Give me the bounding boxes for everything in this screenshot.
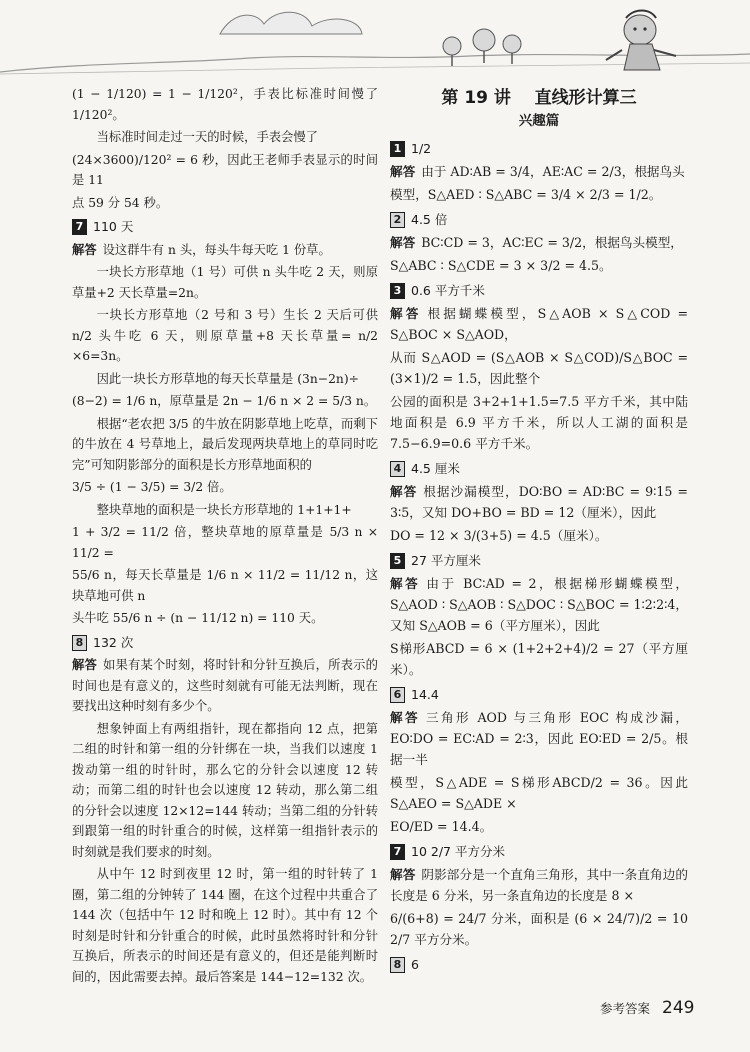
solution-label: 解答 [390, 576, 421, 591]
page-footer [600, 998, 710, 1018]
math-line [390, 908, 688, 950]
text-content: 55/6 n，每天长草量是 1/6 n × 11/2 = 11/12 n，这块草地可供 n [72, 568, 378, 603]
solution-paragraph [390, 573, 688, 636]
text-content: 公园的面积是 3+2+1+1.5=7.5 平方千米，其中陆地面积是 6.9 平方千米，所以人工湖的面积是 7.5−6.9=0.6 平方千米。 [390, 394, 688, 451]
header-illustration [0, 0, 750, 78]
text-content: 根据“老农把 3/5 的牛放在阴影草地上吃草，而剩下的牛放在 4 号草地上，最后发现两块草地上的草同时吃完”可知阴影部分的面积是长方形草地面积的 [72, 416, 378, 472]
right-answers [390, 138, 688, 975]
section-subtitle: 兴趣篇 [518, 113, 560, 129]
problem-number-badge: 5 [390, 553, 405, 569]
lecture-title [390, 86, 688, 110]
right-column [390, 84, 688, 977]
left-column [72, 84, 378, 989]
solution-paragraph [390, 303, 688, 345]
text-content: 从而 S△AOD = (S△AOB × S△COD)/S△BOC = (3×1)/2 = 1.5，因此整个 [390, 350, 688, 386]
problem-number-badge: 1 [390, 141, 405, 157]
answer-value: 0.6 平方千米 [411, 283, 485, 298]
answer-heading [390, 209, 688, 230]
answer-value: 10 2/7 平方分米 [411, 844, 505, 859]
text-content: EO/ED = 14.4。 [390, 819, 493, 834]
tree-icon [443, 29, 521, 66]
solution-paragraph [72, 127, 378, 148]
answer-heading [72, 633, 378, 654]
answer-heading [390, 138, 688, 159]
text-content: 想象钟面上有两组指针，现在都指向 12 点，把第二组的时针和第一组的分针绑在一块，当我们以速度 1 拨动第一组的时针时，那么它的分针会以速度 12 转动；而第二组的时针也会以速度 12 转动，那么第二组的分针会以速度 12×12=144 转动；当第二组的分针转到跟第一组的时针重合的时候，这样第一组指针表示的时刻就是我们要求的时刻。 [72, 721, 378, 859]
text-content: 设这群牛有 n 头，每头牛每天吃 1 份草。 [102, 242, 331, 257]
solution-paragraph [72, 414, 378, 476]
text-content: BC∶CD = 3，AC∶EC = 3/2，根据鸟头模型， [421, 235, 683, 250]
solution-paragraph [72, 240, 378, 261]
text-content: (24×3600)/120² = 6 秒，因此王老师手表显示的时间是 11 [72, 152, 378, 187]
lecture-topic: 直线形计算三 [534, 88, 637, 108]
solution-paragraph [390, 232, 688, 253]
solution-label: 解答 [390, 235, 416, 250]
solution-label: 解答 [390, 484, 418, 499]
math-line [72, 565, 378, 606]
solution-paragraph [72, 369, 378, 390]
answer-value: 27 平方厘米 [411, 553, 481, 568]
text-content: 整块草地的面积是一块长方形草地的 1+1+1+ [96, 502, 352, 517]
math-line [390, 255, 688, 276]
answer-value: 4.5 厘米 [411, 461, 460, 476]
answer-value: 1/2 [411, 141, 432, 156]
solution-label: 解答 [390, 306, 422, 321]
text-content: DO = 12 × 3/(3+5) = 4.5（厘米）。 [390, 528, 608, 543]
answer-value: 132 次 [93, 634, 134, 650]
answer-value: 14.4 [411, 687, 439, 702]
text-content: 6/(6+8) = 24/7 分米，面积是 (6 × 24/7)/2 = 10 2/7 平方分米。 [390, 911, 688, 947]
text-content: 根据沙漏模型，DO∶BO = AD∶BC = 9∶15 = 3∶5，又知 DO+BO = BD = 12（厘米），因此 [390, 484, 688, 520]
text-content: 如果有某个时刻，将时针和分针互换后，所表示的时间也是有意义的，这些时刻就有可能无法判断，现在要找出这种时刻有多少个。 [72, 658, 378, 713]
lecture-number: 第 19 讲 [441, 88, 511, 108]
text-content: S△ABC ∶ S△CDE = 3 × 3/2 = 4.5。 [390, 258, 612, 273]
text-content: 由于 BC∶AD = 2，根据梯形蝴蝶模型，S△AOD ∶ S△AOB ∶ S△DOC ∶ S△BOC = 1∶2∶2∶4，又知 S△AOB = 6（平方厘米），因此 [390, 576, 689, 633]
problem-number-badge: 8 [390, 957, 405, 973]
solution-label: 解答 [390, 867, 416, 882]
text-content: (8−2) = 1/6 n，原草量是 2n − 1/6 n × 2 = 5/3 n。 [72, 394, 377, 408]
footer-label: 参考答案 [600, 1001, 651, 1016]
text-content: S梯形ABCD = 6 × (1+2+2+4)/2 = 27（平方厘米）。 [390, 641, 688, 677]
solution-paragraph [72, 655, 378, 717]
text-content: 模型，S△AED ∶ S△ABC = 3/4 × 2/3 = 1/2。 [390, 187, 662, 202]
text-content: 三角形 AOD 与三角形 EOC 构成沙漏，EO∶DO = EC∶AD = 2∶3，因此 EO∶ED = 2/5。根据一半 [390, 710, 689, 767]
text-content: 从中午 12 时到夜里 12 时，第一组的时针转了 1 圈，第二组的分钟转了 144 圈，在这个过程中共重合了 144 次（包括中午 12 时和晚上 12 时）。其中有 12 个时刻是时针和分针重合的时候，此时虽然将时针和分针互换后，所表示的时间还是有意义的，但还是能判断时间的，因此需要去掉。最后答案是 144−12=132 次。 [72, 867, 378, 984]
math-line [72, 150, 378, 191]
text-content: 一块长方形草地（2 号和 3 号）生长 2 天后可供 n/2 头牛吃 6 天，则原草量+8 天长草量= n/2 ×6=3n。 [72, 308, 378, 363]
problem-number-badge: 8 [72, 635, 87, 651]
text-content: 由于 AD∶AB = 3/4，AE∶AC = 2/3，根据鸟头 [421, 164, 685, 179]
text-content: 3/5 ÷ (1 − 3/5) = 3/2 倍。 [72, 480, 232, 494]
text-content: 当标准时间走过一天的时候，手表会慢了 [96, 130, 318, 144]
problem-number-badge: 2 [390, 212, 405, 228]
answer-heading [390, 684, 688, 705]
problem-number-badge: 7 [72, 219, 87, 235]
problem-number-badge: 3 [390, 283, 405, 299]
solution-paragraph [72, 864, 378, 987]
math-line [390, 816, 688, 837]
text-content: 点 59 分 54 秒。 [72, 195, 169, 210]
problem-number-badge: 7 [390, 844, 405, 860]
answer-value: 4.5 倍 [411, 212, 448, 227]
text-content: 因此一块长方形草地的每天长草量是 (3n−2n)÷ [96, 371, 359, 386]
page-number: 249 [662, 998, 695, 1018]
text-content: 一块长方形草地（1 号）可供 n 头牛吃 2 天，则原草量+2 天长草量=2n。 [72, 265, 378, 300]
math-line [390, 391, 688, 454]
answer-value: 110 天 [93, 219, 134, 234]
solution-paragraph [72, 719, 378, 863]
text-content: 模型，S△ADE = S梯形ABCD/2 = 36。因此 S△AEO = S△ADE × [390, 775, 688, 811]
text-content: 阴影部分是一个直角三角形，其中一条直角边的长度是 6 分米，另一条直角边的长度是 8 × [390, 867, 689, 903]
text-content: 1 + 3/2 = 11/2 倍，整块草地的原草量是 5/3 n × 11/2 = [72, 525, 378, 560]
math-line [72, 391, 378, 412]
math-line [390, 184, 688, 205]
answer-value: 6 [411, 957, 419, 972]
answer-heading [390, 550, 688, 571]
solution-paragraph [390, 707, 688, 770]
solution-paragraph [390, 864, 688, 906]
answer-heading [72, 217, 378, 238]
answer-heading [390, 458, 688, 479]
solution-paragraph [72, 262, 378, 303]
cartoon-character-icon [606, 11, 676, 71]
answer-heading [390, 954, 688, 975]
math-line [72, 193, 378, 214]
answer-heading [390, 841, 688, 862]
solution-label: 解答 [390, 710, 421, 725]
math-line [72, 477, 378, 498]
text-content: 根据蝴蝶模型，S△AOB × S△COD = S△BOC × S△AOD， [390, 306, 688, 342]
solution-label: 解答 [72, 242, 97, 257]
math-line [72, 522, 378, 563]
solution-paragraph [72, 500, 378, 521]
problem-number-badge: 4 [390, 461, 405, 477]
solution-label: 解答 [390, 164, 416, 179]
math-line [390, 638, 688, 680]
text-content: 头牛吃 55/6 n ÷ (n − 11/12 n) = 110 天。 [72, 611, 324, 625]
answer-heading [390, 280, 688, 301]
solution-label: 解答 [72, 658, 98, 672]
math-line [390, 772, 688, 814]
problem-number-badge: 6 [390, 687, 405, 703]
math-line [390, 347, 688, 389]
landscape-sketch [0, 0, 750, 78]
solution-paragraph [72, 305, 378, 367]
math-line [72, 608, 378, 629]
text-content: (1 − 1/120) = 1 − 1/120²，手表比标准时间慢了 1/120²。 [72, 87, 378, 122]
math-line [72, 84, 378, 125]
math-line [390, 525, 688, 546]
solution-paragraph [390, 161, 688, 182]
solution-paragraph [390, 481, 688, 523]
